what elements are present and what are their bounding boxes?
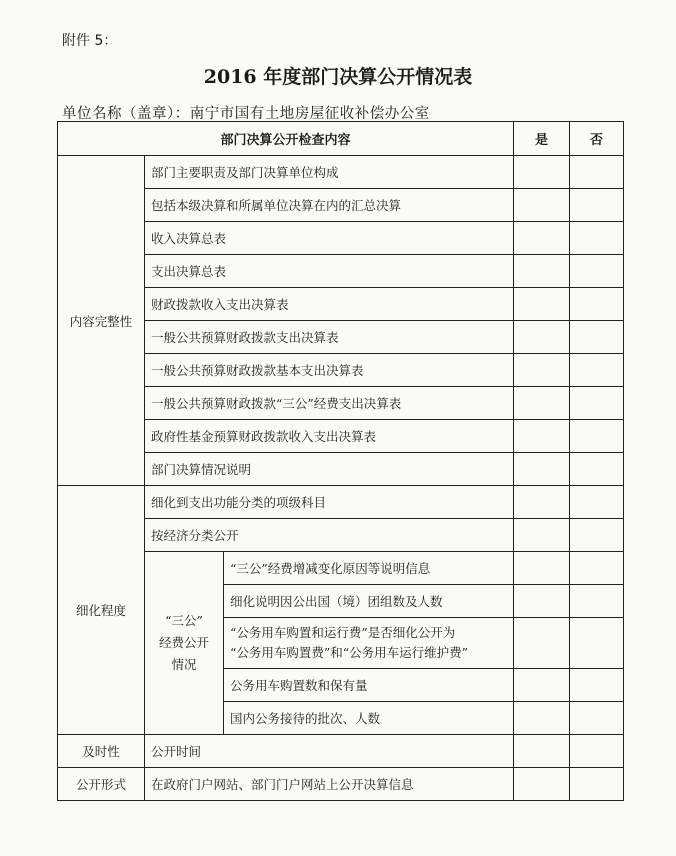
yes-cell[interactable] bbox=[514, 288, 570, 321]
no-cell[interactable] bbox=[570, 702, 624, 735]
table-row bbox=[58, 486, 624, 519]
category-completeness: 内容完整性 bbox=[58, 156, 145, 486]
yes-cell[interactable] bbox=[514, 486, 570, 519]
item-cell: 包括本级决算和所属单位决算在内的汇总决算 bbox=[145, 189, 514, 222]
item-cell: 支出决算总表 bbox=[145, 255, 514, 288]
yes-cell[interactable] bbox=[514, 669, 570, 702]
yes-cell[interactable] bbox=[514, 735, 570, 768]
item-line: “公务用车购置费”和“公务用车运行维护费” bbox=[230, 645, 469, 660]
table-row bbox=[58, 156, 624, 189]
no-cell[interactable] bbox=[570, 768, 624, 801]
yes-cell[interactable] bbox=[514, 702, 570, 735]
sangong-label-line: “三公” bbox=[165, 613, 203, 628]
table-row bbox=[58, 735, 624, 768]
item-cell: 部门主要职责及部门决算单位构成 bbox=[145, 156, 514, 189]
page-title: 2016 年度部门决算公开情况表 bbox=[203, 66, 473, 88]
item-cell: 细化到支出功能分类的项级科目 bbox=[145, 486, 514, 519]
no-cell[interactable] bbox=[570, 354, 624, 387]
no-cell[interactable] bbox=[570, 519, 624, 552]
header-yes: 是 bbox=[514, 122, 570, 156]
sangong-subcategory bbox=[145, 552, 224, 735]
table-header-row bbox=[58, 122, 624, 156]
item-cell: 一般公共预算财政拨款“三公”经费支出决算表 bbox=[145, 387, 514, 420]
category-detail: 细化程度 bbox=[58, 486, 145, 735]
yes-cell[interactable] bbox=[514, 585, 570, 618]
yes-cell[interactable] bbox=[514, 420, 570, 453]
attachment-label: 附件 5： bbox=[62, 33, 118, 49]
no-cell[interactable] bbox=[570, 552, 624, 585]
item-cell: 公开时间 bbox=[145, 735, 514, 768]
yes-cell[interactable] bbox=[514, 156, 570, 189]
no-cell[interactable] bbox=[570, 189, 624, 222]
category-timeliness: 及时性 bbox=[58, 735, 145, 768]
item-cell: 一般公共预算财政拨款基本支出决算表 bbox=[145, 354, 514, 387]
no-cell[interactable] bbox=[570, 255, 624, 288]
yes-cell[interactable] bbox=[514, 519, 570, 552]
yes-cell[interactable] bbox=[514, 354, 570, 387]
item-cell: “三公”经费增减变化原因等说明信息 bbox=[224, 552, 514, 585]
yes-cell[interactable] bbox=[514, 453, 570, 486]
no-cell[interactable] bbox=[570, 618, 624, 669]
item-cell-two-line bbox=[224, 618, 514, 669]
item-cell: 政府性基金预算财政拨款收入支出决算表 bbox=[145, 420, 514, 453]
no-cell[interactable] bbox=[570, 420, 624, 453]
unit-line bbox=[62, 102, 430, 123]
item-cell: 公务用车购置数和保有量 bbox=[224, 669, 514, 702]
no-cell[interactable] bbox=[570, 222, 624, 255]
header-check-content: 部门决算公开检查内容 bbox=[58, 122, 514, 156]
no-cell[interactable] bbox=[570, 486, 624, 519]
no-cell[interactable] bbox=[570, 156, 624, 189]
item-cell: 收入决算总表 bbox=[145, 222, 514, 255]
no-cell[interactable] bbox=[570, 321, 624, 354]
no-cell[interactable] bbox=[570, 585, 624, 618]
item-cell: 在政府门户网站、部门门户网站上公开决算信息 bbox=[145, 768, 514, 801]
yes-cell[interactable] bbox=[514, 387, 570, 420]
item-cell: 细化说明因公出国（境）团组数及人数 bbox=[224, 585, 514, 618]
item-cell: 按经济分类公开 bbox=[145, 519, 514, 552]
sangong-label-line: 经费公开 bbox=[158, 635, 209, 650]
yes-cell[interactable] bbox=[514, 768, 570, 801]
item-cell: 一般公共预算财政拨款支出决算表 bbox=[145, 321, 514, 354]
unit-name: 南宁市国有土地房屋征收补偿办公室 bbox=[189, 106, 430, 122]
disclosure-table bbox=[57, 121, 624, 801]
no-cell[interactable] bbox=[570, 387, 624, 420]
yes-cell[interactable] bbox=[514, 321, 570, 354]
item-cell: 国内公务接待的批次、人数 bbox=[224, 702, 514, 735]
header-no: 否 bbox=[570, 122, 624, 156]
yes-cell[interactable] bbox=[514, 189, 570, 222]
no-cell[interactable] bbox=[570, 288, 624, 321]
yes-cell[interactable] bbox=[514, 222, 570, 255]
table-row bbox=[58, 768, 624, 801]
yes-cell[interactable] bbox=[514, 552, 570, 585]
item-cell: 财政拨款收入支出决算表 bbox=[145, 288, 514, 321]
unit-label: 单位名称（盖章）： bbox=[62, 106, 190, 122]
no-cell[interactable] bbox=[570, 735, 624, 768]
category-form: 公开形式 bbox=[58, 768, 145, 801]
no-cell[interactable] bbox=[570, 453, 624, 486]
yes-cell[interactable] bbox=[514, 255, 570, 288]
sangong-label-line: 情况 bbox=[171, 657, 197, 672]
no-cell[interactable] bbox=[570, 669, 624, 702]
yes-cell[interactable] bbox=[514, 618, 570, 669]
item-cell: 部门决算情况说明 bbox=[145, 453, 514, 486]
item-line: “公务用车购置和运行费”是否细化公开为 bbox=[230, 625, 456, 640]
